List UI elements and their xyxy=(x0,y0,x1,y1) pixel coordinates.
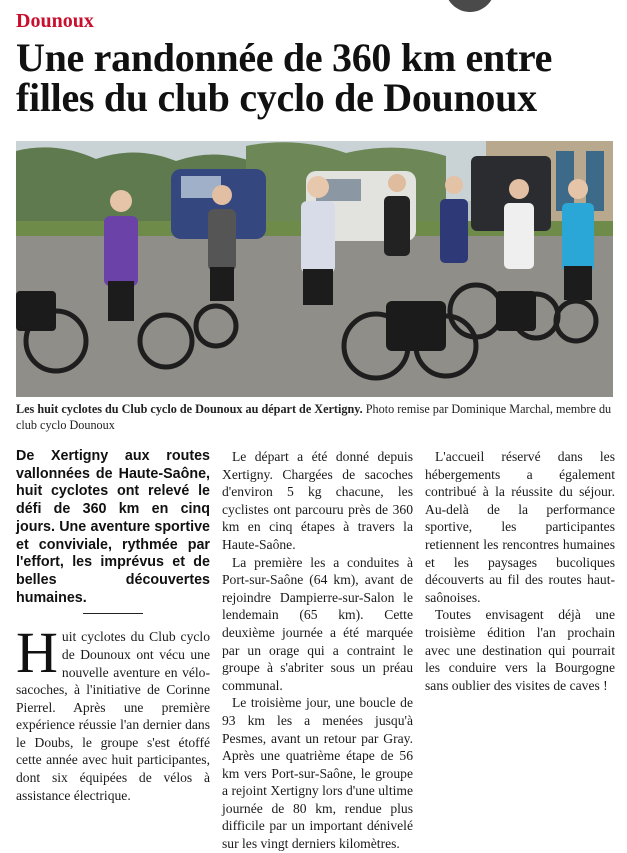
headline: Une randonnée de 360 km entre filles du club cyclo de Dounoux xyxy=(16,35,553,120)
caption-title: Les huit cyclotes du Club cyclo de Dounoux au départ de Xertigny. xyxy=(16,402,363,416)
body-paragraph-1 xyxy=(16,620,210,804)
column-1 xyxy=(16,448,210,804)
body-paragraph-3: La première les a conduites à Port-sur-Saône (64 km), avant de rejoindre Dampierre-sur-Salon le lendemain (65 km). Cette deuxième journée a été marquée par un orage qui a contraint le groupe à s'abriter sous un préau communal. xyxy=(222,554,413,693)
column-3 xyxy=(425,448,615,694)
body-paragraph-6: Toutes envisagent déjà une troisième édition l'an prochain avec une destination qui pourrait les conduire vers la Bourgogne sans oublier des visites de caves ! xyxy=(425,607,615,693)
body-paragraph-4: Le troisième jour, une boucle de 93 km les a menées jusqu'à Pesmes, avant un retour par Gray. Après une quatrième étape de 56 km vers Port-sur-Saône, le groupe a rejoint Xertigny lors d'une ultime journée de 80 km, rendue plus difficile par un important dénivelé sur les vingt derniers kilomètres. xyxy=(222,695,413,852)
body-paragraph-5: L'accueil réservé dans les hébergements a également contribué à la réussite du séjour. Au-delà de la performance sportive, les participantes retiennent les rencontres humaines et les paysages bucoliques découverts au fil des routes haut-saônoises. xyxy=(425,449,615,605)
top-tab-decoration xyxy=(445,0,495,12)
caption-credit: Photo remise par Dominique Marchal, membre du club cyclo Dounoux xyxy=(16,402,612,432)
group-photo xyxy=(16,141,613,397)
body-paragraph-2: Le départ a été donné depuis Xertigny. Chargées de sacoches d'environ 5 kg chacune, les cyclistes ont parcouru près de 360 km en cinq étapes à travers la Haute-Saône. xyxy=(222,449,413,552)
lead-paragraph: De Xertigny aux routes vallonnées de Haute-Saône, huit cyclotes ont relevé le défi de 360 km en cinq jours. Une aventure sportive et conviviale, rythmée par l'effort, les imprévus et de belles découvertes humaines. xyxy=(16,448,210,606)
drop-cap: H xyxy=(16,620,58,686)
section-label: Dounoux xyxy=(16,10,94,32)
column-2 xyxy=(222,448,413,853)
lead-divider xyxy=(83,607,143,614)
body-paragraph-1-text: uit cyclotes du Club cyclo de Dounoux ont vécu une nouvelle aventure en vélo-sacoches, à l'initiative de Corinne Pierrel. Après une première expérience réussie l'an dernier dans le Doubs, le groupe s'est étoffé cette année avec huit participantes, dont six équipées de vélos à assistance électrique. xyxy=(16,629,210,803)
photo-caption xyxy=(16,401,616,433)
